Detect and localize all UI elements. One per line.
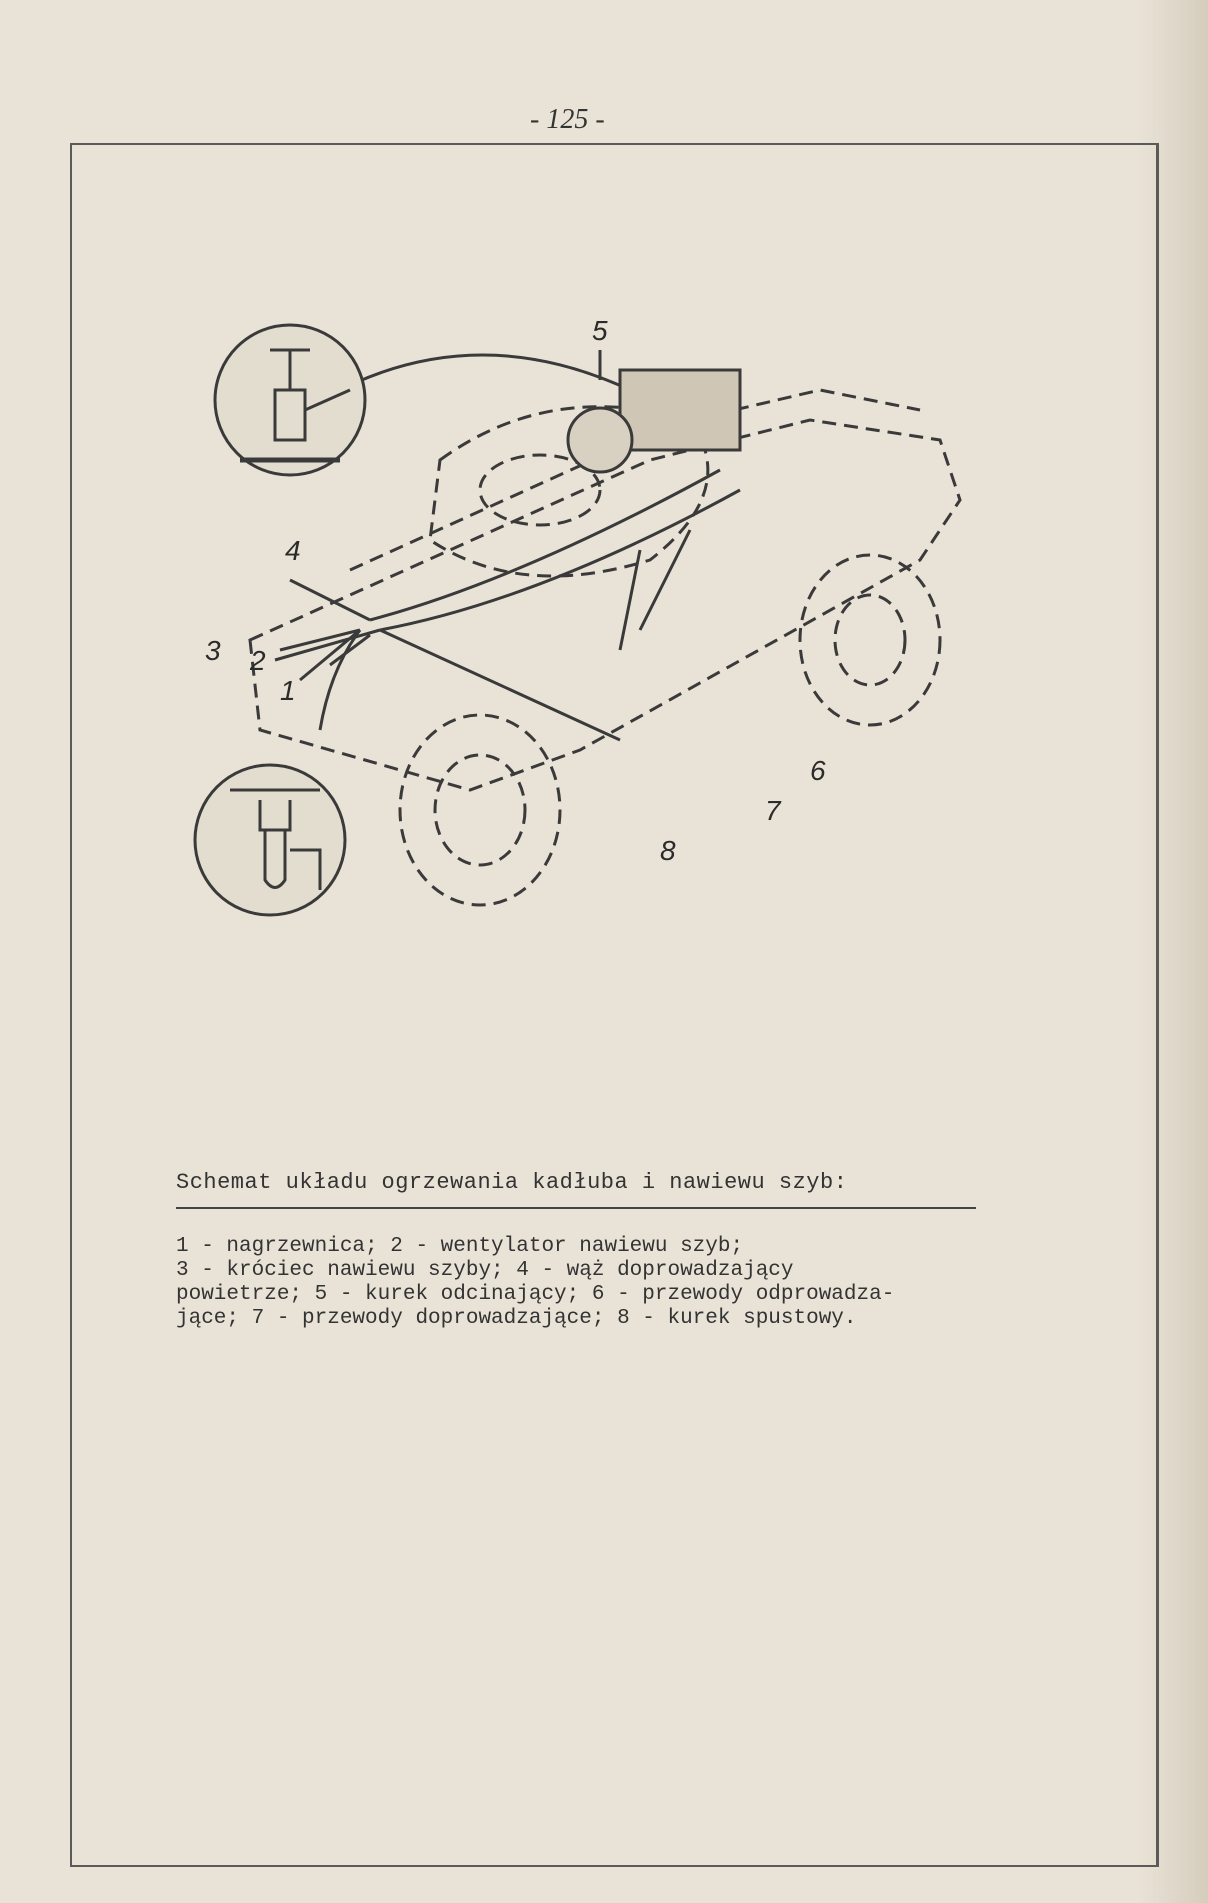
callout-2: 2 <box>250 645 266 676</box>
callout-7: 7 <box>765 795 781 826</box>
figure-caption <box>176 1170 1106 1331</box>
rear-wheel <box>800 555 940 725</box>
callout-5: 5 <box>592 315 608 346</box>
heating-system-diagram <box>205 315 980 1110</box>
legend-line: powietrze; 5 - kurek odcinający; 6 - przewody odprowadza- <box>176 1283 895 1306</box>
hose-to-valve <box>340 355 630 390</box>
callout-3: 3 <box>205 635 221 666</box>
callout-4: 4 <box>285 535 301 566</box>
front-wheel <box>400 715 560 905</box>
callout-1: 1 <box>280 675 296 706</box>
drain-detail-circle <box>195 765 345 915</box>
legend-line: 3 - króciec nawiewu szyby; 4 - wąż doprowadzający <box>176 1259 794 1282</box>
caption-divider <box>176 1207 976 1209</box>
heater-block <box>620 370 740 450</box>
legend-line: 1 - nagrzewnica; 2 - wentylator nawiewu szyb; <box>176 1235 744 1258</box>
front-wheel-inner <box>435 755 525 865</box>
rear-wheel-inner <box>835 595 905 685</box>
page-number: - 125 - <box>530 104 605 135</box>
heater-fan <box>568 408 632 472</box>
legend <box>176 1235 1106 1331</box>
valve-detail-circle <box>215 325 365 475</box>
legend-line: jące; 7 - przewody doprowadzające; 8 - kurek spustowy. <box>176 1307 857 1330</box>
caption-title: Schemat układu ogrzewania kadłuba i nawiewu szyb: <box>176 1170 848 1195</box>
callout-6: 6 <box>810 755 826 786</box>
callout-8: 8 <box>660 835 676 866</box>
